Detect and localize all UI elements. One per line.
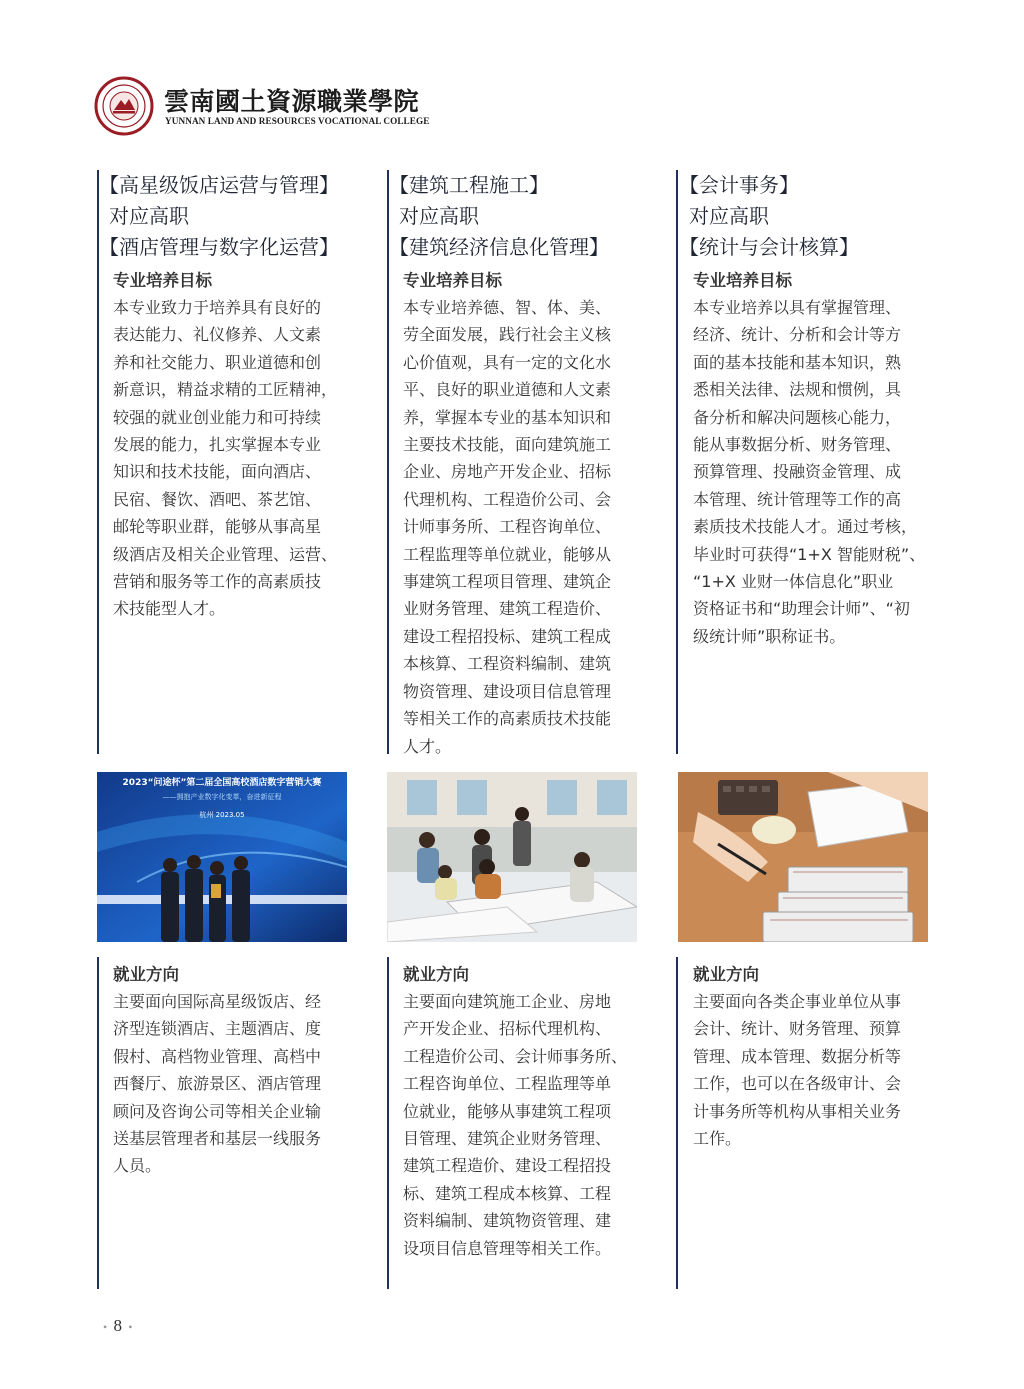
major-level: 对应高职 <box>109 204 189 228</box>
page-number-value: 8 <box>113 1316 123 1335</box>
major-title-higher: 【统计与会计核算】 <box>679 235 859 259</box>
employment-text: 主要面向各类企事业单位从事 会计、统计、财务管理、预算 管理、成本管理、数据分析等 工作，也可以在各级审计、会 计事务所等机构从事相关业务 工作。 <box>693 992 902 1149</box>
college-name-en: YUNNAN LAND AND RESOURCES VOCATIONAL COLLEGE <box>165 116 430 126</box>
accounting-cash-photo <box>678 772 928 942</box>
goal-heading: 专业培养目标 <box>693 271 792 290</box>
goal-text: 本专业培养德、智、体、美、 劳全面发展，践行社会主义核 心价值观，具有一定的文化水 平、良好的职业道德和人文素 养，掌握本专业的基本知识和 主要技术技能，面向建筑施工 企业、房地产开发企业、招标 代理机构、工程造价公司、会 计师事务所、工程咨询单位、 工程监理等单位就业，能够从 事建筑工程项目管理、建筑企 业财务管理、建筑工程造价、 建设工程招投标、建筑工程成 本核算、工程资料编制、建筑 物资管理、建设项目信息管理 等相关工作的高素质技术技能 人才。 <box>403 298 612 756</box>
major-level: 对应高职 <box>689 204 769 228</box>
college-seal-icon <box>94 76 154 136</box>
employment-heading: 就业方向 <box>113 965 179 984</box>
page-dot-left: • <box>103 1320 109 1334</box>
goal-heading: 专业培养目标 <box>113 271 212 290</box>
construction-class-photo <box>387 772 637 942</box>
major-title: 【会计事务】 <box>679 173 799 197</box>
major-title-higher: 【建筑经济信息化管理】 <box>389 235 609 259</box>
banner-place: 杭州 2023.05 <box>199 811 245 819</box>
employment-section-construction <box>387 957 637 1262</box>
page-dot-right: • <box>128 1320 134 1334</box>
employment-heading: 就业方向 <box>403 965 469 984</box>
goal-text: 本专业致力于培养具有良好的 表达能力、礼仪修养、人文素 养和社交能力、职业道德和创 新意识，精益求精的工匠精神， 较强的就业创业能力和可持续 发展的能力，扎实掌握本专业 知识和技术技能，面向酒店、 民宿、餐饮、酒吧、茶艺馆、 邮轮等职业群，能够从事高星 级酒店及相关企业管理、运营、 营销和服务等工作的高素质技 术技能型人才。 <box>113 298 338 619</box>
goal-text: 本专业培养以具有掌握管理、 经济、统计、分析和会计等方 面的基本技能和基本知识，熟 悉相关法律、法规和惯例，具 备分析和解决问题核心能力， 能从事数据分析、财务管理、 预算管理、投融资金管理、成 本管理、统计管理等工作的高 素质技术技能人才。通过考核， 毕业时可获得“1+X 智能财税”、 “1+X 业财一体信息化”职业 资格证书和“助理会计师”、“初 级统计师”职称证书。 <box>693 298 926 646</box>
page-number <box>103 1316 133 1336</box>
banner-subtitle: ——拥抱产业数字化变革，奋进新征程 <box>162 793 282 801</box>
hotel-competition-photo <box>97 772 347 942</box>
major-column-accounting <box>677 170 927 650</box>
employment-section-accounting <box>677 957 927 1152</box>
college-name-cn: 雲南國土資源職業學院 <box>164 87 420 116</box>
major-title-higher: 【酒店管理与数字化运营】 <box>99 235 339 259</box>
employment-text: 主要面向国际高星级饭店、经 济型连锁酒店、主题酒店、度 假村、高档物业管理、高档中 西餐厅、旅游景区、酒店管理 顾问及咨询公司等相关企业输 送基层管理者和基层一线服务 人员。 <box>113 992 322 1176</box>
page-header <box>94 76 430 138</box>
major-level: 对应高职 <box>399 204 479 228</box>
employment-heading: 就业方向 <box>693 965 759 984</box>
employment-section-hotel <box>97 957 347 1180</box>
major-column-hotel <box>97 170 347 623</box>
banner-title: 2023“问途杯”第二届全国高校酒店数字营销大赛 <box>122 778 322 788</box>
employment-text: 主要面向建筑施工企业、房地 产开发企业、招标代理机构、 工程造价公司、会计师事务所、 工程咨询单位、工程监理等单 位就业，能够从事建筑工程项 目管理、建筑企业财务管理、 建筑工程造价、建设工程招投 标、建筑工程成本核算、工程 资料编制、建筑物资管理、建 设项目信息管理等相关工作。 <box>403 992 628 1258</box>
major-column-construction <box>387 170 637 760</box>
goal-heading: 专业培养目标 <box>403 271 502 290</box>
major-title: 【建筑工程施工】 <box>389 173 549 197</box>
major-title: 【高星级饭店运营与管理】 <box>99 173 339 197</box>
